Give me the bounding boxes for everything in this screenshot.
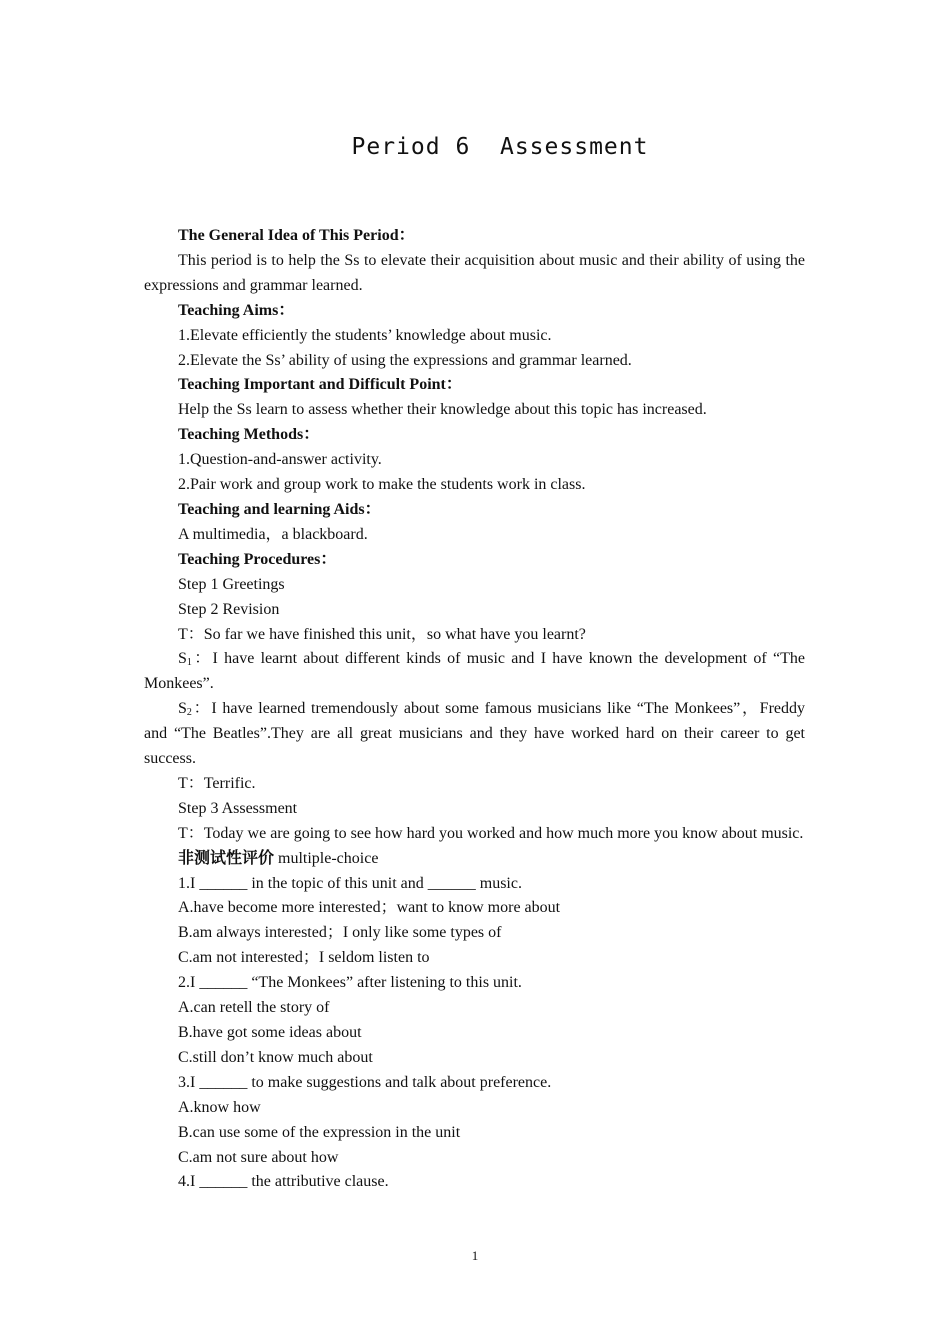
student-1-subscript: 1 [186,657,192,669]
assessment-heading-en: multiple-choice [274,849,379,867]
question-3-option-c: C.am not sure about how [178,1148,339,1166]
student-1-label: S [178,650,187,668]
aim-item: 1.Elevate efficiently the students’ knowledge about music. [178,326,552,344]
question-1-option-a: A.have become more interested；want to know more about [178,899,561,917]
important-point-heading: Teaching Important and Difficult Point： [178,376,462,394]
page-title: Period 6 Assessment [351,134,649,160]
question-2-option-c: C.still don’t know much about [178,1048,373,1066]
teacher-line-3: T：Today we are going to see how hard you worked and how much more you know about music. [178,824,804,842]
student-2-line [144,697,805,772]
assessment-heading-cn: 非测试性评价 [178,849,275,867]
aids-text: A multimedia，a blackboard. [178,525,368,543]
teacher-line-2: T：Terrific. [178,774,256,792]
method-item: 2.Pair work and group work to make the students work in class. [178,476,586,494]
aids-heading: Teaching and learning Aids： [178,500,381,518]
general-idea-heading: The General Idea of This Period： [178,227,415,244]
question-1: 1.I ______ in the topic of this unit and ______ music. [178,874,522,892]
step-3: Step 3 Assessment [178,799,298,817]
student-2-label: S [178,700,187,718]
aims-heading: Teaching Aims： [178,301,295,319]
general-idea-text: This period is to help the Ss to elevate their acquisition about music and their ability of using the expressions and grammar learned. [144,251,805,294]
assessment-heading [144,847,805,872]
student-1-line [144,647,805,697]
student-2-text: ：I have learned tremendously about some famous musicians like “The Monkees”，Freddy and “The Beatles”.They are all great musicians and they have worked hard on their career to get success. [144,700,805,768]
teacher-line-1: T：So far we have finished this unit，so what have you learnt? [178,625,586,643]
method-item: 1.Question-and-answer activity. [178,451,382,469]
procedures-heading: Teaching Procedures： [178,550,337,568]
step-2: Step 2 Revision [178,600,280,618]
question-1-option-b: B.am always interested；I only like some types of [178,924,502,942]
question-4: 4.I ______ the attributive clause. [178,1173,389,1191]
student-2-subscript: 2 [186,707,192,719]
step-1: Step 1 Greetings [178,575,285,593]
question-3-option-a: A.know how [178,1098,261,1116]
page-number: 1 [471,1248,479,1263]
question-2-option-b: B.have got some ideas about [178,1024,362,1041]
question-2-option-a: A.can retell the story of [178,999,330,1017]
question-2: 2.I ______ “The Monkees” after listening to this unit. [178,974,522,992]
document-body [144,224,805,1195]
student-1-text: ：I have learnt about different kinds of music and I have known the development of “The Monkees”. [144,650,806,693]
important-point-text: Help the Ss learn to assess whether their knowledge about this topic has increased. [178,401,707,419]
question-3: 3.I ______ to make suggestions and talk about preference. [178,1073,552,1091]
aim-item: 2.Elevate the Ss’ ability of using the expressions and grammar learned. [178,351,632,369]
question-1-option-c: C.am not interested；I seldom listen to [178,949,430,967]
methods-heading: Teaching Methods： [178,426,320,444]
question-3-option-b: B.can use some of the expression in the unit [178,1123,461,1141]
